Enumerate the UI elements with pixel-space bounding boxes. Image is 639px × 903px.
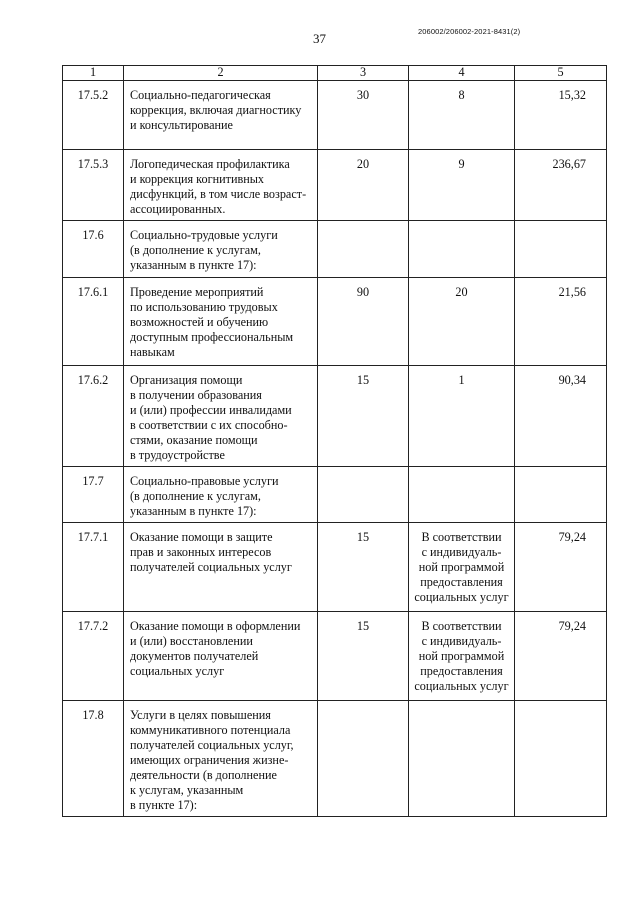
service-name: Проведение мероприятий по использованию трудовых возможностей и обучению доступным профессиональным навыкам	[124, 278, 318, 366]
cell-col5: 15,32	[515, 81, 607, 150]
row-number: 17.8	[63, 701, 124, 817]
column-header: 5	[515, 66, 607, 81]
cell-col5	[515, 221, 607, 278]
cell-col4: 1	[409, 366, 515, 467]
cell-col5: 236,67	[515, 150, 607, 221]
row-number: 17.7.2	[63, 612, 124, 701]
row-number: 17.7	[63, 467, 124, 523]
cell-col5	[515, 701, 607, 817]
table-row	[63, 278, 607, 366]
cell-col5	[515, 467, 607, 523]
service-name: Оказание помощи в защите прав и законных интересов получателей социальных услуг	[124, 523, 318, 612]
row-number: 17.6.1	[63, 278, 124, 366]
cell-col4: 20	[409, 278, 515, 366]
row-number: 17.6.2	[63, 366, 124, 467]
service-name: Услуги в целях повышения коммуникативного потенциала получателей социальных услуг, имеющих ограничения жизне- деятельности (в дополнение к услугам, указанным в пункте 17):	[124, 701, 318, 817]
cell-col4	[409, 221, 515, 278]
cell-col5: 79,24	[515, 523, 607, 612]
services-table	[62, 65, 607, 817]
service-name: Оказание помощи в оформлении и (или) восстановлении документов получателей социальных услуг	[124, 612, 318, 701]
cell-col5: 90,34	[515, 366, 607, 467]
table-row	[63, 81, 607, 150]
table-row	[63, 612, 607, 701]
cell-col5: 79,24	[515, 612, 607, 701]
page-number: 37	[313, 31, 326, 46]
cell-col4: В соответствии с индивидуаль- ной программой предоставления социальных услуг	[409, 612, 515, 701]
service-name: Социально-правовые услуги (в дополнение к услугам, указанным в пункте 17):	[124, 467, 318, 523]
service-name: Социально-трудовые услуги (в дополнение к услугам, указанным в пункте 17):	[124, 221, 318, 278]
cell-col4	[409, 467, 515, 523]
cell-col3: 30	[318, 81, 409, 150]
cell-col4: 9	[409, 150, 515, 221]
cell-col4: В соответствии с индивидуаль- ной программой предоставления социальных услуг	[409, 523, 515, 612]
table-row	[63, 150, 607, 221]
table-row	[63, 701, 607, 817]
cell-col3: 20	[318, 150, 409, 221]
column-header: 1	[63, 66, 124, 81]
cell-col5: 21,56	[515, 278, 607, 366]
table-row	[63, 221, 607, 278]
cell-col3: 15	[318, 523, 409, 612]
cell-col3: 15	[318, 366, 409, 467]
table-row	[63, 523, 607, 612]
cell-col3	[318, 221, 409, 278]
cell-col3: 90	[318, 278, 409, 366]
row-number: 17.5.3	[63, 150, 124, 221]
document-code: 206002/206002-2021-8431(2)	[418, 27, 521, 36]
row-number: 17.5.2	[63, 81, 124, 150]
column-header: 3	[318, 66, 409, 81]
table-header-row	[63, 66, 607, 81]
column-header: 2	[124, 66, 318, 81]
cell-col3	[318, 701, 409, 817]
service-name: Социально-педагогическая коррекция, включая диагностику и консультирование	[124, 81, 318, 150]
cell-col3: 15	[318, 612, 409, 701]
cell-col3	[318, 467, 409, 523]
cell-col4: 8	[409, 81, 515, 150]
service-name: Организация помощи в получении образования и (или) профессии инвалидами в соответствии с их способно- стями, оказание помощи в трудоустройстве	[124, 366, 318, 467]
service-name: Логопедическая профилактика и коррекция когнитивных дисфункций, в том числе возраст- ассоциированных.	[124, 150, 318, 221]
cell-col4	[409, 701, 515, 817]
row-number: 17.7.1	[63, 523, 124, 612]
table-row	[63, 467, 607, 523]
table-row	[63, 366, 607, 467]
row-number: 17.6	[63, 221, 124, 278]
column-header: 4	[409, 66, 515, 81]
